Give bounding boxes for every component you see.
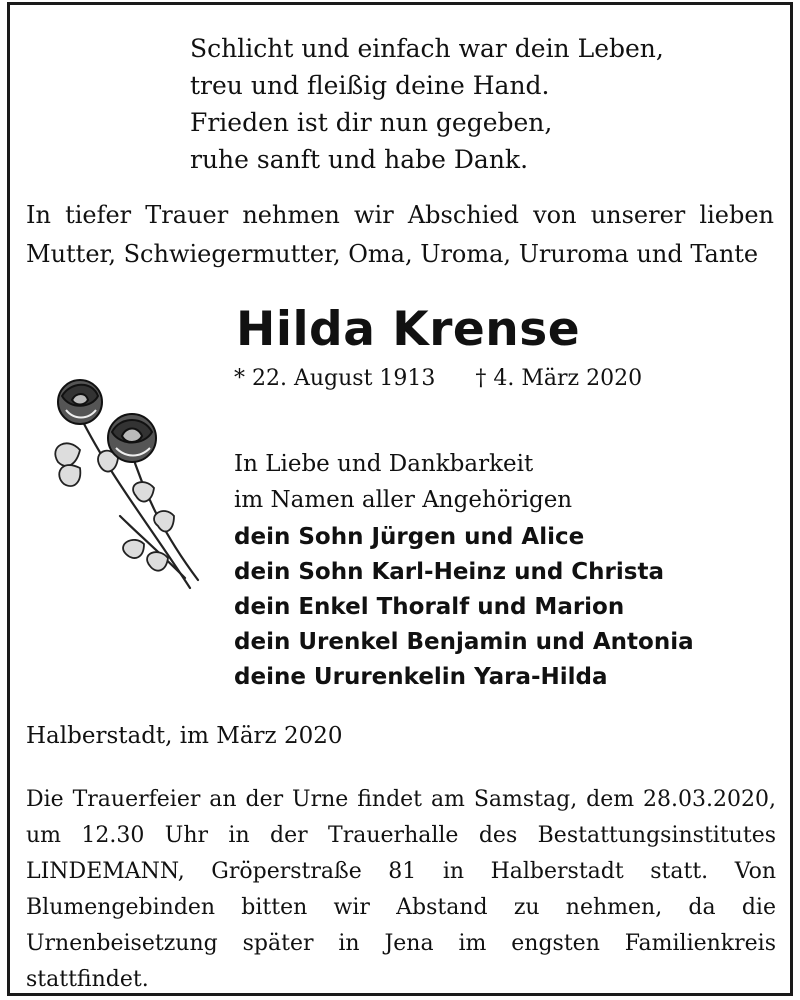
life-dates [234,364,642,394]
birth-date: * 22. August 1913 [234,366,436,391]
family-member: dein Sohn Karl-Heinz und Christa [234,559,664,585]
death-date: † 4. März 2020 [475,366,643,391]
family-member: dein Urenkel Benjamin und Antonia [234,629,694,655]
intro-line: Mutter, Schwiegermutter, Oma, Uroma, Ururoma und Tante [26,240,759,268]
deceased-name: Hilda Krense [236,302,581,357]
family-member: dein Enkel Thoralf und Marion [234,594,625,620]
family-member: deine Ururenkelin Yara-Hilda [234,664,608,690]
notice-line: LINDEMANN, Gröperstraße 81 in Halberstadt statt. Von [26,859,776,884]
notice-line: Die Trauerfeier an der Urne findet am Samstag, dem 28.03.2020, [26,787,776,812]
intro-text [26,196,774,274]
memorial-verse [190,30,664,178]
dedication-line: In Liebe und Dankbarkeit [234,451,534,477]
roses-icon [40,366,210,596]
verse-line: ruhe sanft und habe Dank. [190,145,529,174]
verse-line: Schlicht und einfach war dein Leben, [190,34,664,63]
dedication [234,446,572,518]
place-date: Halberstadt, im März 2020 [26,723,343,749]
family-member: dein Sohn Jürgen und Alice [234,524,585,550]
notice-line: stattfindet. [26,967,149,992]
verse-line: treu und fleißig deine Hand. [190,71,550,100]
notice-line: Blumengebinden bitten wir Abstand zu nehmen, da die [26,895,776,920]
dedication-line: im Namen aller Angehörigen [234,487,573,513]
notice-line: um 12.30 Uhr in der Trauerhalle des Bestattungsinstitutes [26,823,776,848]
notice-line: Urnenbeisetzung später in Jena im engsten Familienkreis [26,931,776,956]
intro-line: In tiefer Trauer nehmen wir Abschied von unserer lieben [26,201,774,229]
family-list [234,520,694,695]
verse-line: Frieden ist dir nun gegeben, [190,108,553,137]
funeral-notice [26,782,776,998]
